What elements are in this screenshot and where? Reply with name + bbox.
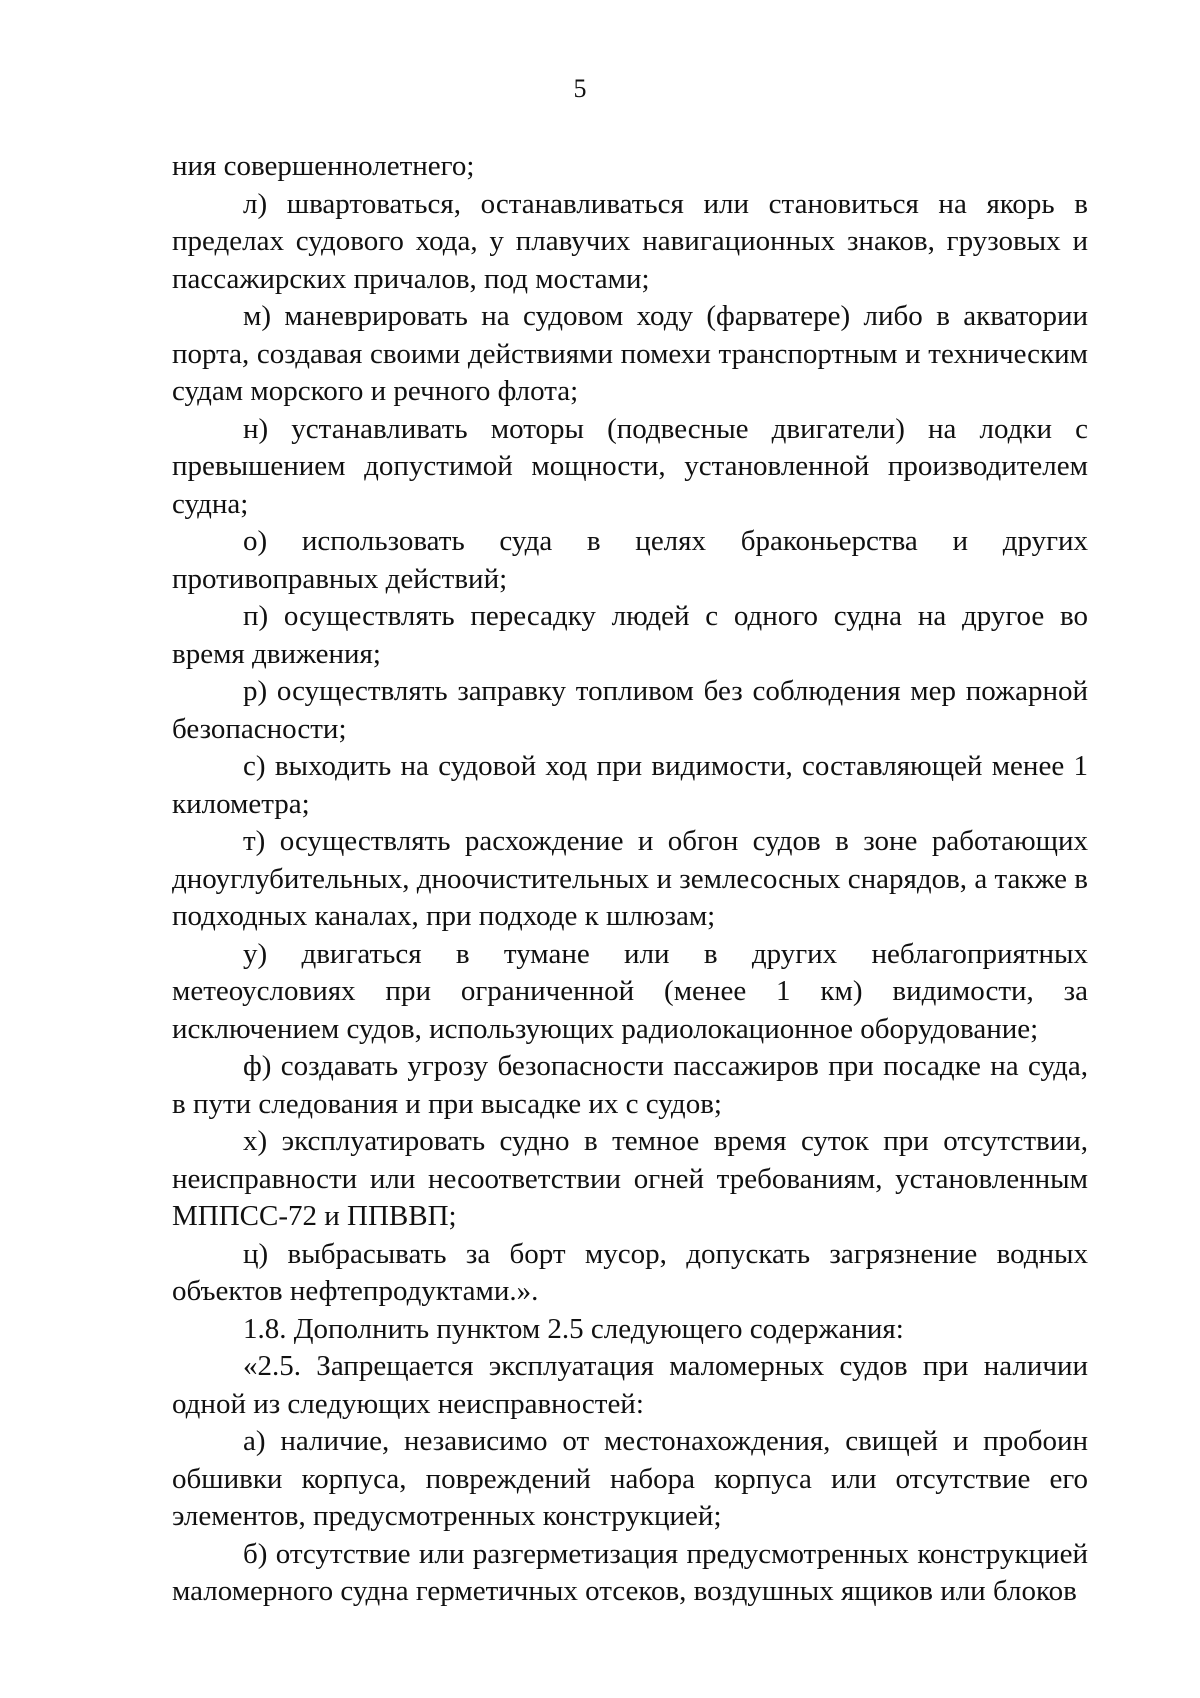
paragraph-item-n: н) устанавливать моторы (подвесные двигатели) на лодки с превышением допустимой мощности, установленной производителем судна; xyxy=(172,412,1088,520)
paragraph-item-f: ф) создавать угрозу безопасности пассажиров при посадке на суда, в пути следования и при высадке их с судов; xyxy=(172,1050,1088,1120)
paragraph-section-2-5: «2.5. Запрещается эксплуатация маломерных судов при наличии одной из следующих неисправностей: xyxy=(172,1350,1088,1420)
paragraph-item-p: п) осуществлять пересадку людей с одного судна на другое во время движения; xyxy=(172,600,1088,670)
paragraph-item-a: а) наличие, независимо от местонахождения, свищей и пробоин обшивки корпуса, повреждений набора корпуса или отсутствие его элементов, предусмотренных конструкцией; xyxy=(172,1425,1088,1532)
paragraph-section-1-8: 1.8. Дополнить пунктом 2.5 следующего содержания: xyxy=(243,1312,904,1345)
paragraph-item-kh: х) эксплуатировать судно в темное время суток при отсутствии, неисправности или несоответствии огней требованиям, установленным МППСС-72 и ППВВП; xyxy=(172,1125,1088,1232)
paragraph-item-l: л) швартоваться, останавливаться или становиться на якорь в пределах судового хода, у плавучих навигационных знаков, грузовых и пассажирских причалов, под мостами; xyxy=(172,187,1088,295)
page-number: 5 xyxy=(573,74,587,103)
paragraph-item-s: с) выходить на судовой ход при видимости, составляющей менее 1 километра; xyxy=(172,750,1088,820)
paragraph-item-t: т) осуществлять расхождение и обгон судов в зоне работающих дноуглубительных, дноочистительных и землесосных снарядов, а также в подходных каналах, при подходе к шлюзам; xyxy=(172,825,1088,932)
paragraph-item-b: б) отсутствие или разгерметизация предусмотренных конструкцией маломерного судна герметичных отсеков, воздушных ящиков или блоков xyxy=(172,1537,1088,1607)
paragraph-item-o: о) использовать суда в целях браконьерства и других противоправных действий; xyxy=(172,525,1088,595)
paragraph-item-m: м) маневрировать на судовом ходу (фарватере) либо в акватории порта, создавая своими действиями помехи транспортным и техническим судам морского и речного флота; xyxy=(172,300,1088,407)
document-body xyxy=(172,148,1088,1611)
paragraph-item-ts: ц) выбрасывать за борт мусор, допускать загрязнение водных объектов нефтепродуктами.». xyxy=(172,1237,1088,1307)
paragraph-item-u: у) двигаться в тумане или в других неблагоприятных метеоусловиях при ограниченной (менее 1 км) видимости, за исключением судов, использующих радиолокационное оборудование; xyxy=(172,937,1088,1045)
paragraph-continuation: ния совершеннолетнего; xyxy=(172,150,475,182)
paragraph-item-r: р) осуществлять заправку топливом без соблюдения мер пожарной безопасности; xyxy=(172,675,1088,745)
